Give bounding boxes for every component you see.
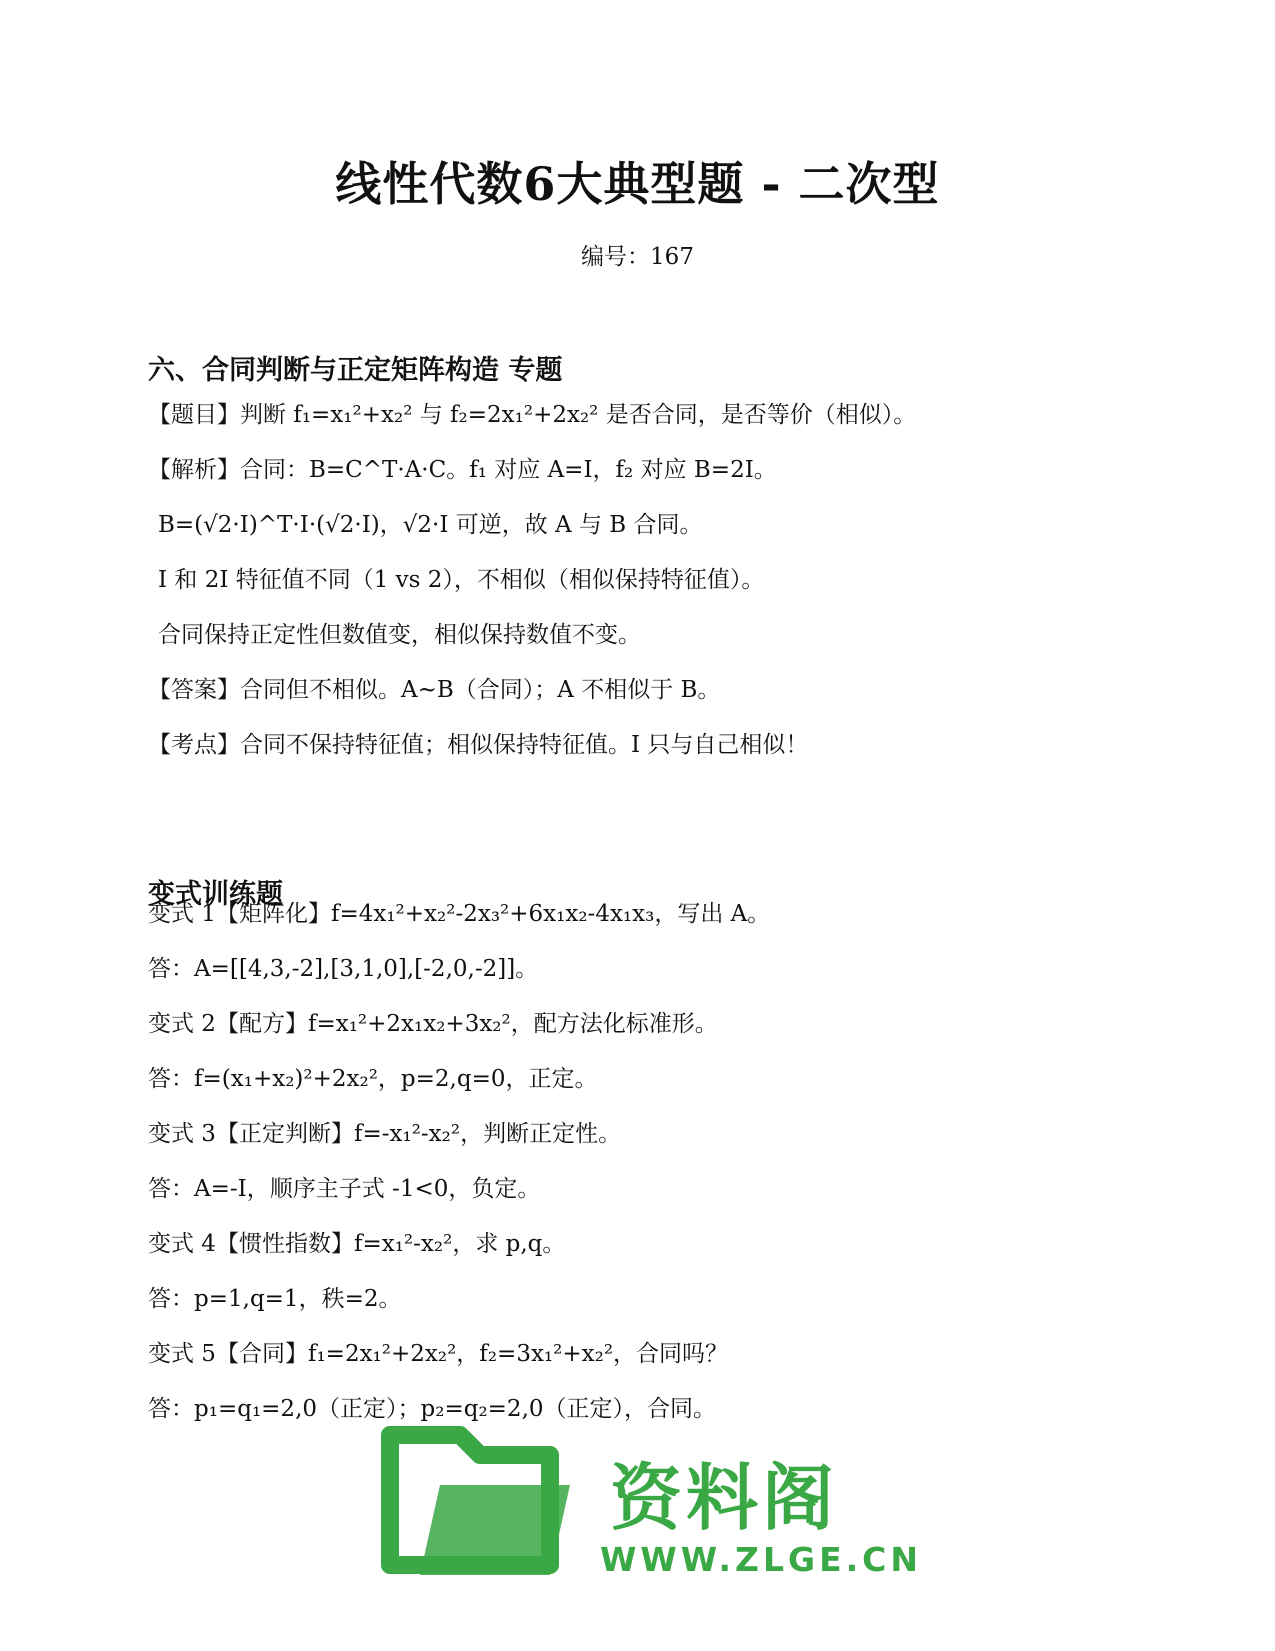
variant-question: 变式 3【正定判断】f=-x₁²-x₂²，判断正定性。 <box>148 1121 622 1147</box>
document-title: 线性代数6大典型题 - 二次型 <box>335 157 940 211</box>
watermark-url: WWW.ZLGE.CN <box>600 1540 923 1579</box>
answer-line: 【答案】合同但不相似。A~B（合同）；A 不相似于 B。 <box>148 677 721 703</box>
book-folder-icon <box>380 1425 580 1585</box>
variant-answer: 答：f=(x₁+x₂)²+2x₂²，p=2,q=0，正定。 <box>148 1066 598 1092</box>
analysis-line: 合同保持正定性但数值变，相似保持数值不变。 <box>158 622 641 648</box>
key-point-line: 【考点】合同不保持特征值；相似保持特征值。I 只与自己相似！ <box>148 732 809 758</box>
analysis-line: 【解析】合同：B=C^T·A·C。f₁ 对应 A=I，f₂ 对应 B=2I。 <box>148 457 777 483</box>
watermark-logo <box>400 1440 923 1610</box>
variant-answer: 答：A=[[4,3,-2],[3,1,0],[-2,0,-2]]。 <box>148 956 539 982</box>
variant-question: 变式 2【配方】f=x₁²+2x₁x₂+3x₂²，配方法化标准形。 <box>148 1011 718 1037</box>
document-number: 编号：167 <box>581 244 694 270</box>
watermark-text: 资料阁 <box>610 1456 839 1540</box>
variant-question: 变式 1【矩阵化】f=4x₁²+x₂²-2x₃²+6x₁x₂-4x₁x₃，写出 A。 <box>148 901 771 927</box>
analysis-line: I 和 2I 特征值不同（1 vs 2），不相似（相似保持特征值）。 <box>158 567 765 593</box>
analysis-line: B=(√2·I)^T·I·(√2·I)，√2·I 可逆，故 A 与 B 合同。 <box>158 512 703 538</box>
section-heading-variants: 变式训练题 <box>148 879 283 910</box>
section-heading-congruence: 六、合同判断与正定矩阵构造 专题 <box>148 355 563 386</box>
variant-answer: 答：A=-I，顺序主子式 -1<0，负定。 <box>148 1176 541 1202</box>
variant-question: 变式 5【合同】f₁=2x₁²+2x₂²，f₂=3x₁²+x₂²，合同吗？ <box>148 1341 729 1367</box>
problem-line: 【题目】判断 f₁=x₁²+x₂² 与 f₂=2x₁²+2x₂² 是否合同，是否等价（相似）。 <box>148 402 917 428</box>
variant-answer: 答：p=1,q=1，秩=2。 <box>148 1286 402 1312</box>
variant-question: 变式 4【惯性指数】f=x₁²-x₂²，求 p,q。 <box>148 1231 566 1257</box>
variant-answer: 答：p₁=q₁=2,0（正定）；p₂=q₂=2,0（正定），合同。 <box>148 1396 717 1422</box>
